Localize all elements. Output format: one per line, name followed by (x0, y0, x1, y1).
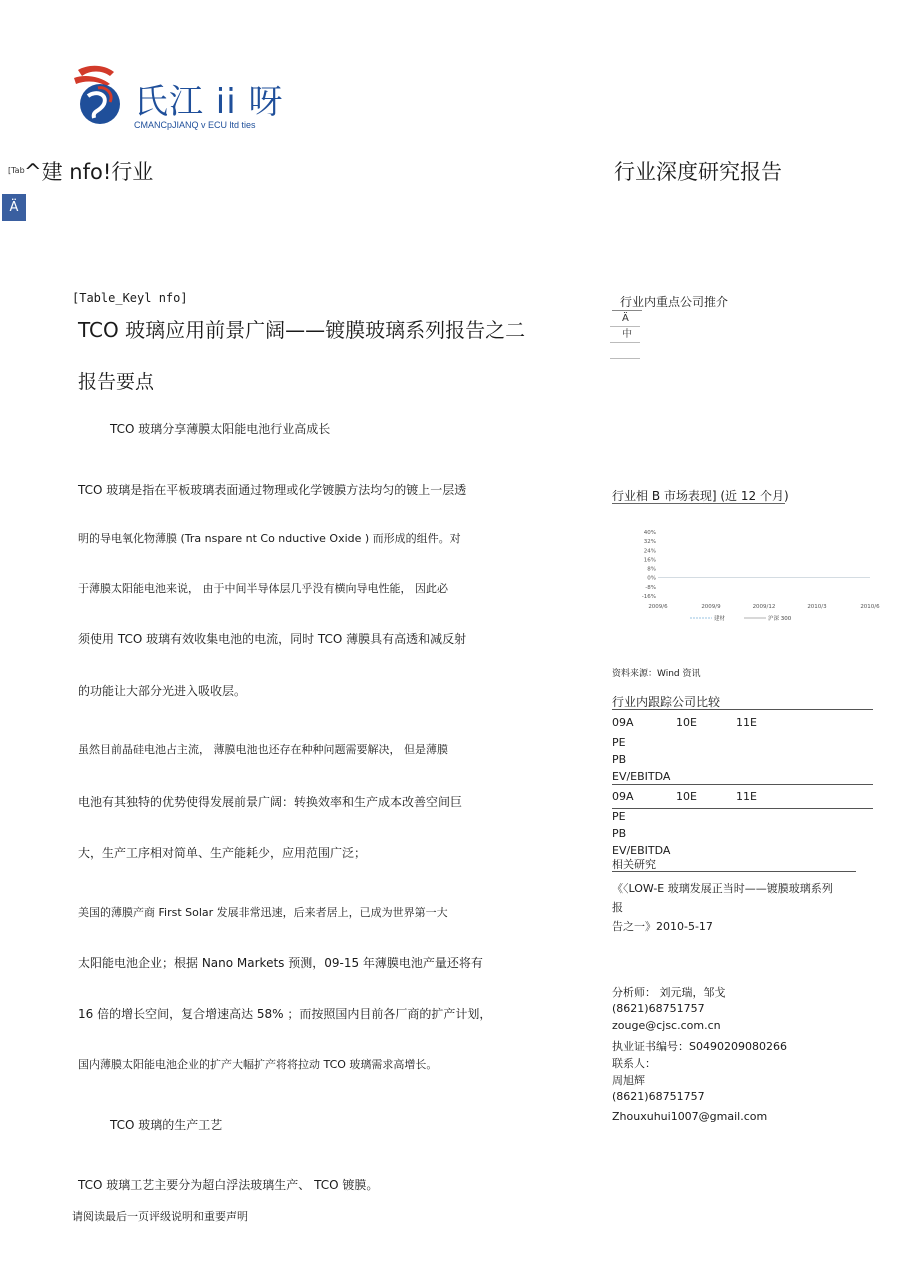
paragraph-line: 的功能让大部分光进入吸收层。 (78, 684, 247, 698)
related-research-title: 相关研究 (612, 858, 656, 871)
industry-title: ^建 nfo!行业 (24, 160, 154, 184)
contact-phone: (8621)68751757 (612, 1090, 705, 1103)
related-research-link[interactable]: 报 (612, 901, 623, 914)
contact-email[interactable]: Zhouxuhui1007@gmail.com (612, 1110, 768, 1123)
x-tick-label: 2010/3 (807, 604, 827, 610)
company-logo-icon (70, 64, 130, 126)
paragraph-line: 太阳能电池企业；根据 Nano Markets 预测，09-15 年薄膜电池产量还将有 (78, 956, 483, 970)
footer-disclaimer: 请阅读最后一页评级说明和重要声明 (72, 1210, 248, 1223)
compare-row-label: PB (612, 827, 627, 840)
y-tick-label: 32% (643, 539, 656, 546)
y-tick-label: 8% (647, 566, 656, 573)
analyst-phone: (8621)68751757 (612, 1002, 705, 1015)
paragraph-line: 16 倍的增长空间，复合增速高达 58% ；而按照国内目前各厂商的扩产计划， (78, 1007, 492, 1021)
contact-name: 周旭辉 (612, 1074, 645, 1087)
x-tick-label: 2009/6 (648, 604, 668, 610)
compare-row-label: EV/EBITDA (612, 844, 671, 857)
compare-col-10e: 10E (676, 790, 697, 803)
recommend-title: 行业内重点公司推介 (620, 295, 729, 309)
paragraph-line: TCO 玻璃工艺主要分为超白浮法玻璃生产、 TCO 镀膜。 (78, 1178, 379, 1192)
legend-label: 建材 (714, 616, 726, 622)
x-tick-label: 2009/12 (752, 604, 776, 610)
paragraph-line: 国内薄膜太阳能电池企业的扩产大幅扩产将将拉动 TCO 玻璃需求高增长。 (78, 1058, 438, 1071)
market-performance-title: 行业相 B 市场表现] (近 12 个月) (612, 489, 789, 503)
legend-label: 沪深 300 (768, 616, 792, 622)
y-tick-label: 16% (643, 557, 656, 564)
divider (612, 709, 873, 710)
paragraph-line: 美国的薄膜产商 First Solar 发展非常迅速，后来者居上，已成为世界第一大 (78, 906, 448, 919)
divider (612, 871, 856, 872)
compare-col-11e: 11E (736, 790, 757, 803)
recommend-row (610, 343, 640, 359)
y-tick-label: -8% (645, 584, 656, 591)
market-performance-chart (612, 524, 880, 628)
compare-col-11e: 11E (736, 716, 757, 729)
compare-row-label: EV/EBITDA (612, 770, 671, 783)
divider (612, 808, 873, 809)
paragraph-line: 电池有其独特的优势使得发展前景广阔：转换效率和生产成本改善空间巨 (78, 795, 463, 809)
related-research-link[interactable]: 告之一》2010-5-17 (612, 920, 713, 933)
compare-row-label: PE (612, 810, 626, 823)
y-tick-label: -16% (641, 594, 656, 600)
logo-english-name: CMANCpJIANQ v ECU ltd ties (134, 120, 256, 130)
paragraph-line: 虽然目前晶硅电池占主流， 薄膜电池也还存在种种问题需要解决， 但是薄膜 (78, 743, 448, 756)
data-source: 资料来源：Wind 资讯 (612, 669, 701, 679)
compare-row-label: PB (612, 753, 627, 766)
compare-row-label: PE (612, 736, 626, 749)
subheading: TCO 玻璃分享薄膜太阳能电池行业高成长 (110, 422, 331, 436)
divider (612, 784, 873, 785)
y-tick-label: 24% (643, 548, 656, 555)
divider (612, 503, 785, 504)
x-tick-label: 2010/6 (860, 604, 880, 610)
report-type-title: 行业深度研究报告 (614, 160, 782, 184)
analyst-names: 分析师： 刘元瑞，邹戈 (612, 986, 726, 999)
related-research-link[interactable]: 《〈LOW-E 玻璃发展正当时——镀膜玻璃系列 (612, 882, 833, 895)
rating-badge: Ä (2, 194, 26, 221)
contact-label: 联系人： (612, 1057, 656, 1070)
paragraph-line: 须使用 TCO 玻璃有效收集电池的电流，同时 TCO 薄膜具有高透和减反射 (78, 632, 467, 646)
paragraph-line: TCO 玻璃是指在平板玻璃表面通过物理或化学镀膜方法均匀的镀上一层透 (78, 483, 467, 497)
document-title: TCO 玻璃应用前景广阔——镀膜玻璃系列报告之二 (78, 318, 526, 342)
header-small-tag: [Tab (8, 166, 25, 175)
subheading: TCO 玻璃的生产工艺 (110, 1118, 223, 1132)
compare-col-09a: 09A (612, 716, 634, 729)
table-key-tag: [Table_Keyl nfo] (72, 291, 188, 305)
compare-col-09a: 09A (612, 790, 634, 803)
compare-col-10e: 10E (676, 716, 697, 729)
analyst-email[interactable]: zouge@cjsc.com.cn (612, 1019, 721, 1032)
recommend-row: 中 (610, 327, 640, 343)
logo-chinese-name: 氏江 ii 呀 (134, 82, 284, 122)
recommend-row: Ä (610, 311, 640, 327)
certificate-number: 执业证书编号：S0490209080266 (612, 1040, 787, 1053)
paragraph-line: 明的导电氧化物薄膜 (Tra nspare nt Co nductive Oxide ) 而形成的组件。对 (78, 532, 461, 545)
recommend-table (610, 311, 640, 358)
paragraph-line: 于薄膜太阳能电池来说， 由于中间半导体层几乎没有横向导电性能， 因此必 (78, 582, 448, 595)
paragraph-line: 大，生产工序相对简单、生产能耗少，应用范围广泛； (78, 846, 367, 860)
y-tick-label: 0% (647, 575, 656, 582)
section-title: 报告要点 (78, 371, 155, 393)
y-tick-label: 40% (643, 530, 656, 536)
x-tick-label: 2009/9 (701, 604, 721, 610)
company-compare-title: 行业内跟踪公司比较 (612, 695, 721, 709)
